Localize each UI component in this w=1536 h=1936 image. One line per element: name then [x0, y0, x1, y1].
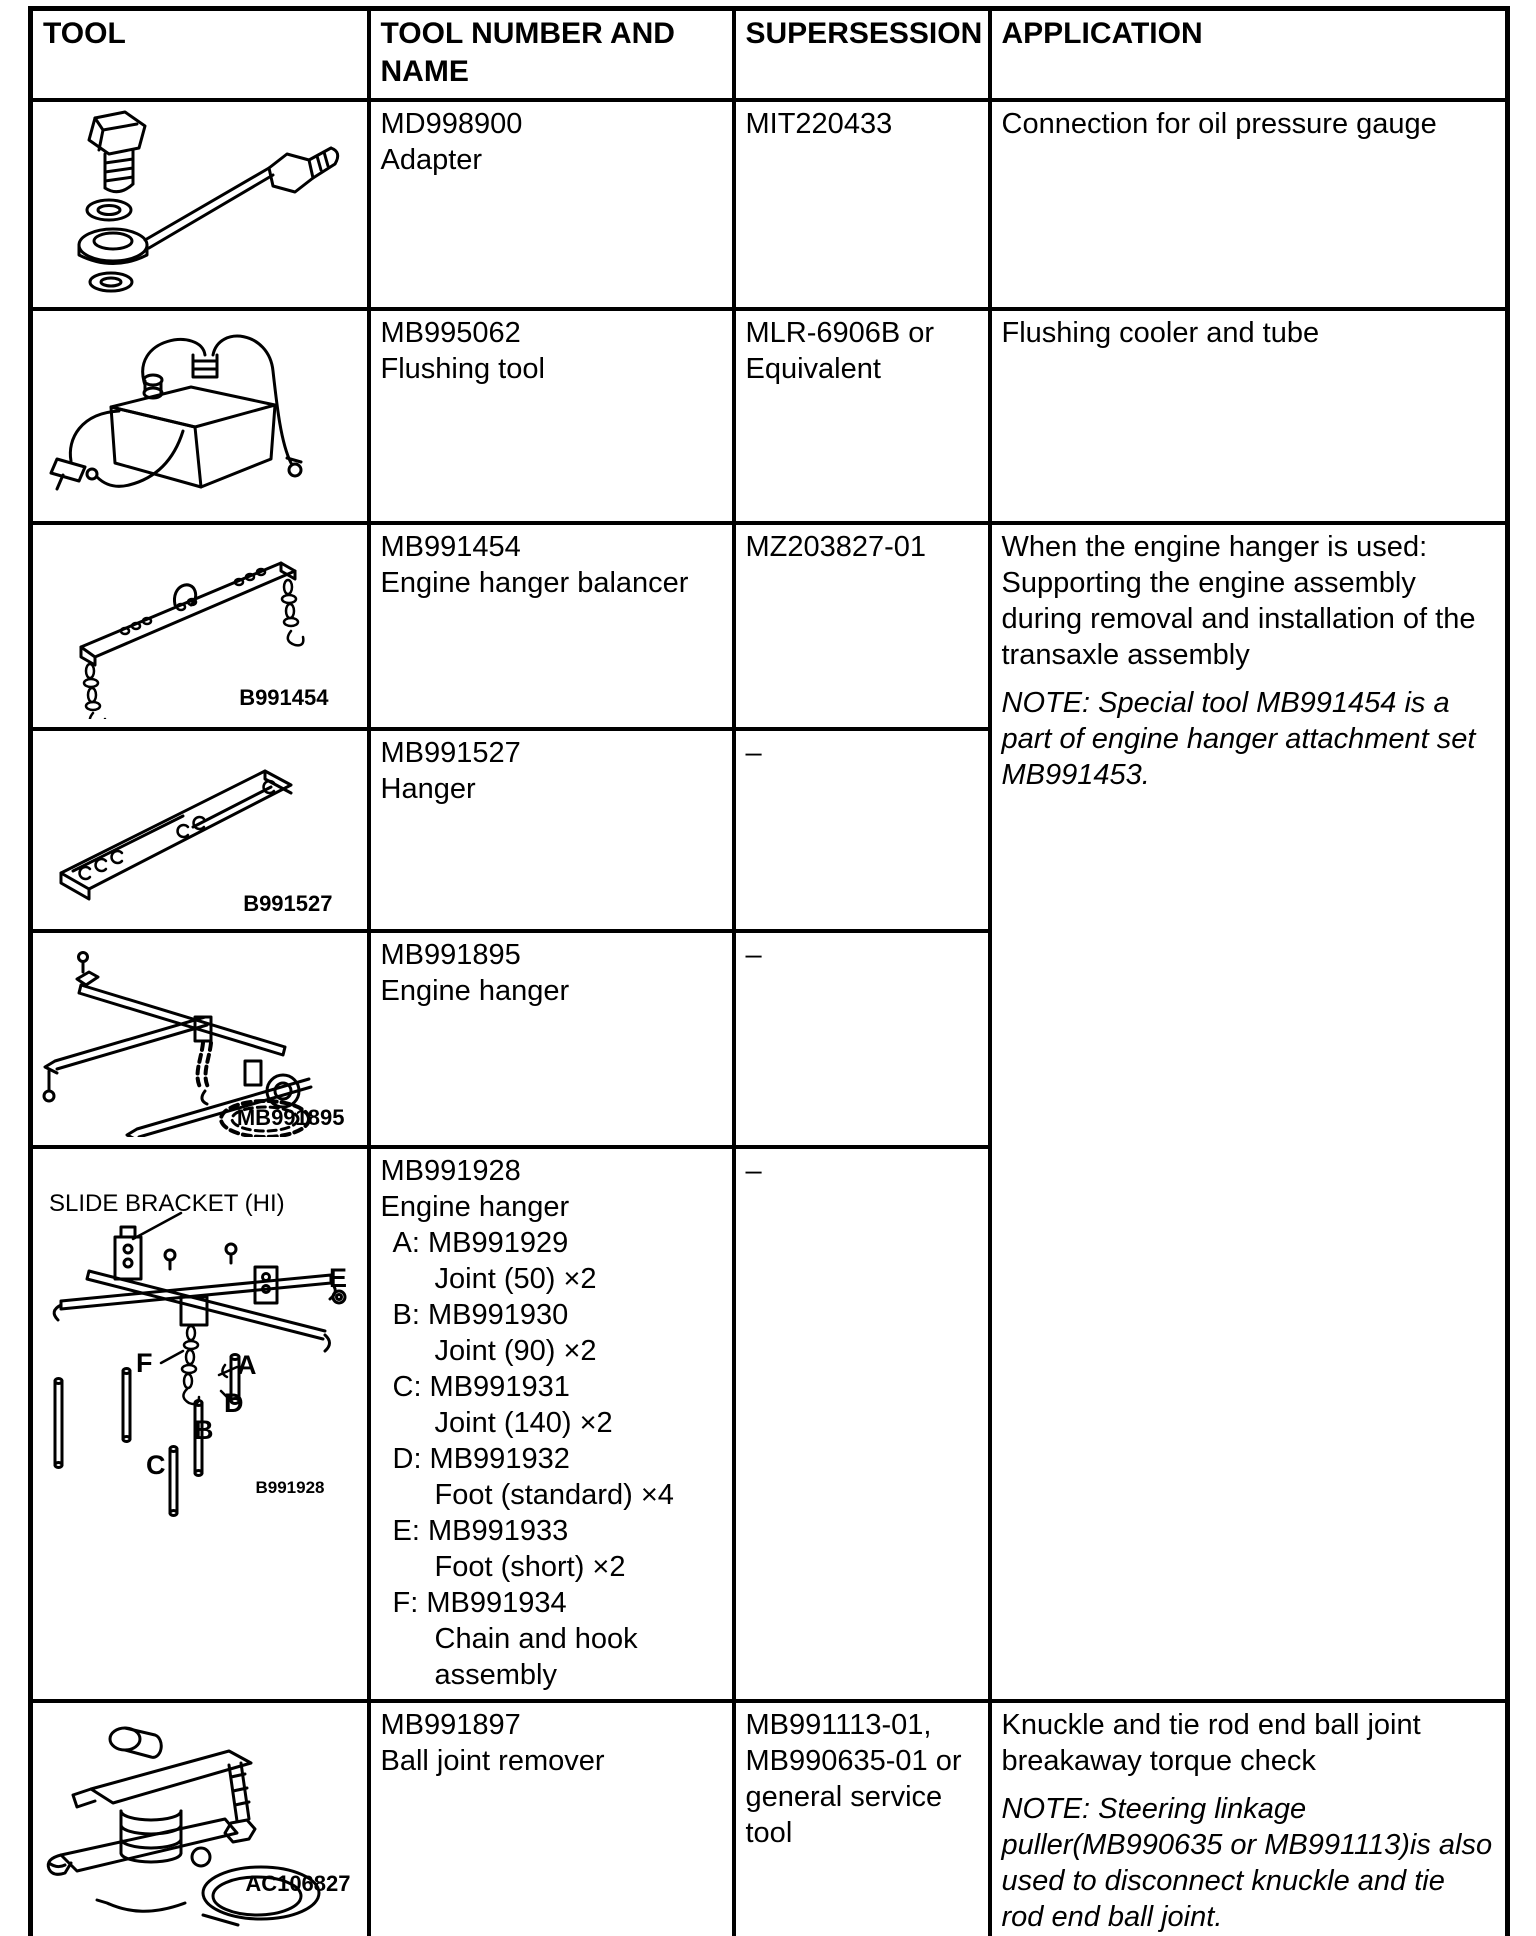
number-name-cell: [369, 931, 734, 1147]
kit-item-desc: Joint (90) ×2: [434, 1335, 597, 1367]
flushing-tool-illustration: [33, 311, 363, 513]
tool-name: Ball joint remover: [380, 1745, 605, 1777]
figure-code-label: B991527: [243, 891, 333, 916]
table-row: [31, 1701, 1508, 1936]
callout-letter-f: F: [136, 1348, 153, 1378]
application-text: When the engine hanger is used: Supporting the engine assembly during removal and installation of the transaxle assembly: [1001, 531, 1476, 671]
table-row: [31, 523, 1508, 729]
application-text: Connection for oil pressure gauge: [1001, 108, 1437, 140]
figure-callout-title: SLIDE BRACKET (HI): [49, 1190, 285, 1217]
header-supersession: SUPERSESSION: [734, 9, 990, 101]
number-name-cell: [369, 100, 734, 309]
callout-letter-c: C: [146, 1450, 166, 1480]
kit-item-desc: Foot (short) ×2: [434, 1551, 626, 1583]
supersession-cell: MB991113-01, MB990635-01 or general service tool: [734, 1701, 990, 1936]
tool-number: MB995062: [380, 317, 521, 349]
tool-number: MB991897: [380, 1709, 521, 1741]
kit-item-desc: Joint (140) ×2: [434, 1407, 613, 1439]
figure-code-label: B991928: [255, 1478, 325, 1497]
kit-item-desc: Foot (standard) ×4: [434, 1479, 674, 1511]
tool-number: MB991527: [380, 737, 521, 769]
number-name-cell: [369, 523, 734, 729]
tool-name: Hanger: [380, 773, 476, 805]
application-text: Knuckle and tie rod end ball joint breakaway torque check: [1001, 1709, 1421, 1777]
header-row: [31, 9, 1508, 101]
header-number-name: TOOL NUMBER AND NAME: [369, 9, 734, 101]
supersession-cell: MIT220433: [734, 100, 990, 309]
tool-figure-adapter: [31, 100, 369, 309]
tool-figure-hanger: [31, 729, 369, 931]
number-name-cell: [369, 1147, 734, 1701]
tool-number: MB991895: [380, 939, 521, 971]
kit-item-code: D: MB991932: [392, 1443, 570, 1475]
figure-code-label: MB991895: [236, 1105, 345, 1130]
application-cell: [990, 309, 1508, 523]
tool-name: Engine hanger: [380, 975, 570, 1007]
header-tool: TOOL: [31, 9, 369, 101]
tool-figure-flushing-tool: [31, 309, 369, 523]
application-text: Flushing cooler and tube: [1001, 317, 1320, 349]
kit-item-code: C: MB991931: [392, 1371, 570, 1403]
tool-number: MB991454: [380, 531, 521, 563]
number-name-cell: [369, 729, 734, 931]
kit-item-code: B: MB991930: [392, 1299, 569, 1331]
kit-item-code: E: MB991933: [392, 1515, 569, 1547]
adapter-illustration: [33, 102, 363, 299]
special-tools-table: [28, 6, 1510, 1936]
supersession-cell: –: [734, 931, 990, 1147]
table-row: [31, 309, 1508, 523]
application-cell: [990, 100, 1508, 309]
header-application: APPLICATION: [990, 9, 1508, 101]
tool-number: MD998900: [380, 108, 523, 140]
tool-figure-engine-hanger-balancer: [31, 523, 369, 729]
application-cell: [990, 1701, 1508, 1936]
tool-number: MB991928: [380, 1155, 521, 1187]
application-note: NOTE: Steering linkage puller(MB990635 or MB991113)is also used to disconnect knuckle and tie rod end ball joint.: [1001, 1793, 1493, 1933]
ball-joint-remover-illustration: [33, 1703, 363, 1931]
callout-letter-b: B: [194, 1415, 214, 1445]
kit-item-code: F: MB991934: [392, 1587, 567, 1619]
tool-name: Engine hanger balancer: [380, 567, 689, 599]
application-cell-merged: [990, 523, 1508, 1701]
kit-item-desc: Joint (50) ×2: [434, 1263, 597, 1295]
supersession-cell: –: [734, 1147, 990, 1701]
tool-name: Flushing tool: [380, 353, 545, 385]
tool-name: Engine hanger: [380, 1191, 570, 1223]
supersession-cell: –: [734, 729, 990, 931]
callout-letter-a: A: [237, 1350, 257, 1380]
tool-figure-engine-hanger-kit: [31, 1147, 369, 1701]
callout-letter-e: E: [329, 1263, 348, 1293]
tool-figure-engine-hanger: [31, 931, 369, 1147]
figure-code-label: AC106827: [245, 1871, 351, 1896]
supersession-cell: MZ203827-01: [734, 523, 990, 729]
figure-code-label: B991454: [239, 685, 329, 710]
number-name-cell: [369, 309, 734, 523]
supersession-cell: MLR-6906B or Equivalent: [734, 309, 990, 523]
number-name-cell: [369, 1701, 734, 1936]
application-note: NOTE: Special tool MB991454 is a part of engine hanger attachment set MB991453.: [1001, 687, 1476, 791]
kit-item-code: A: MB991929: [392, 1227, 569, 1259]
tool-name: Adapter: [380, 144, 483, 176]
table-row: [31, 100, 1508, 309]
kit-item-desc: Chain and hook assembly: [434, 1623, 638, 1691]
callout-letter-d: D: [224, 1388, 244, 1418]
tool-figure-ball-joint-remover: [31, 1701, 369, 1936]
